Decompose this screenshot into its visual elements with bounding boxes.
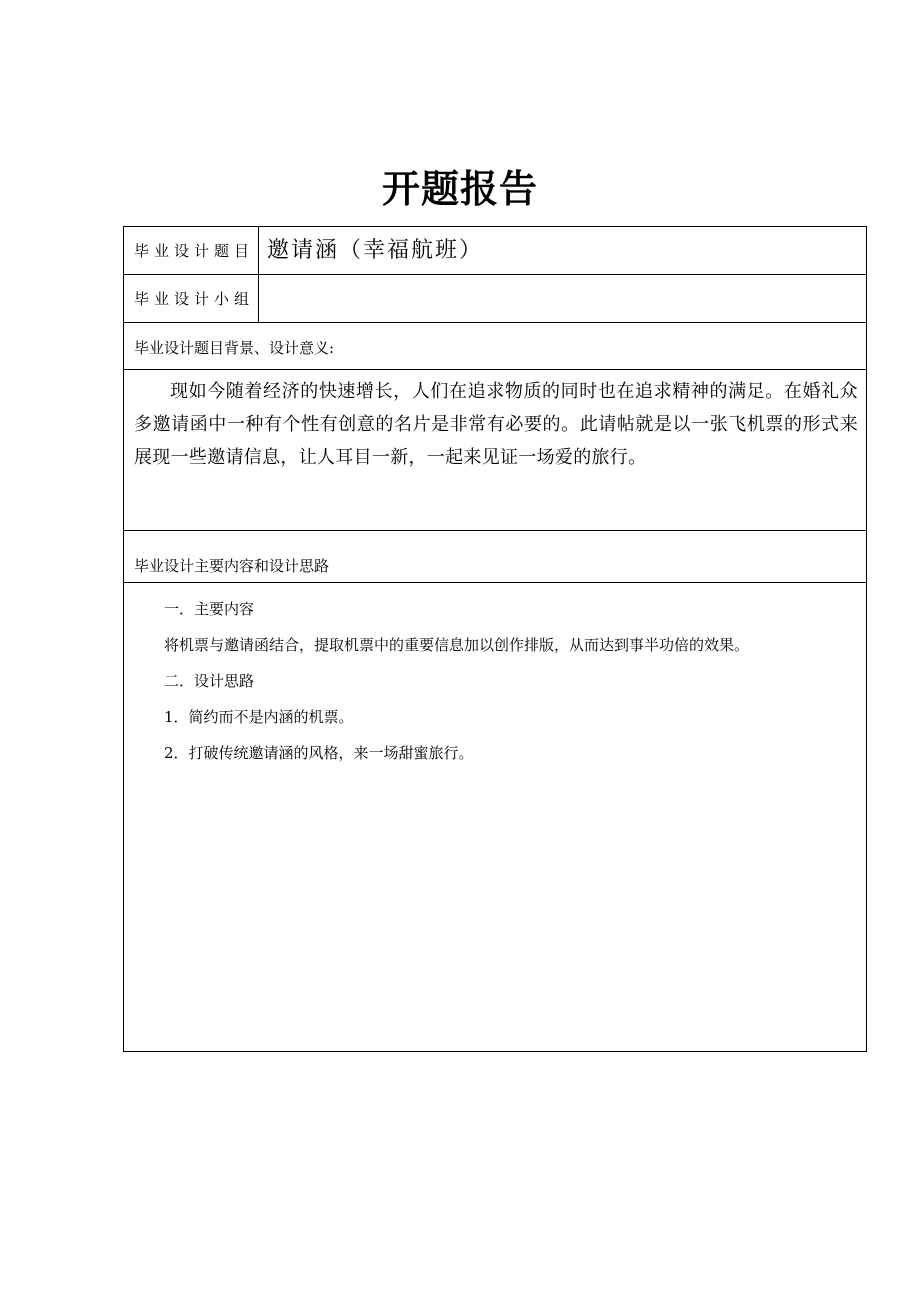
row-divider: [124, 322, 866, 323]
background-text: 现如今随着经济的快速增长，人们在追求物质的同时也在追求精神的满足。在婚礼众多邀请函中一种有个性有创意的名片是非常有必要的。此请帖就是以一张飞机票的形式来展现一些邀请信息，让人耳目一新，一起来见证一场爱的旅行。: [134, 381, 858, 468]
row-divider: [124, 369, 866, 370]
row-divider: [124, 274, 866, 275]
topic-value: 邀请涵（幸福航班）: [267, 238, 484, 263]
content-line: 将机票与邀请函结合，提取机票中的重要信息加以创作排版，从而达到事半功倍的效果。: [164, 636, 750, 654]
topic-label: 毕业设计题目: [134, 242, 255, 260]
page-title: 开题报告: [381, 167, 538, 211]
proposal-form: [123, 226, 867, 1052]
content-body: [164, 591, 854, 771]
content-line: 1．简约而不是内涵的机票。: [164, 708, 354, 726]
row-divider: [124, 530, 866, 531]
content-line: 一．主要内容: [164, 600, 255, 618]
content-line: 二．设计思路: [164, 672, 255, 690]
row-divider: [124, 582, 866, 583]
content-line: 2．打破传统邀请涵的风格，来一场甜蜜旅行。: [164, 744, 474, 762]
group-label: 毕业设计小组: [134, 290, 255, 308]
content-heading: 毕业设计主要内容和设计思路: [134, 557, 330, 575]
column-divider: [258, 227, 259, 323]
background-heading: 毕业设计题目背景、设计意义:: [134, 339, 335, 357]
